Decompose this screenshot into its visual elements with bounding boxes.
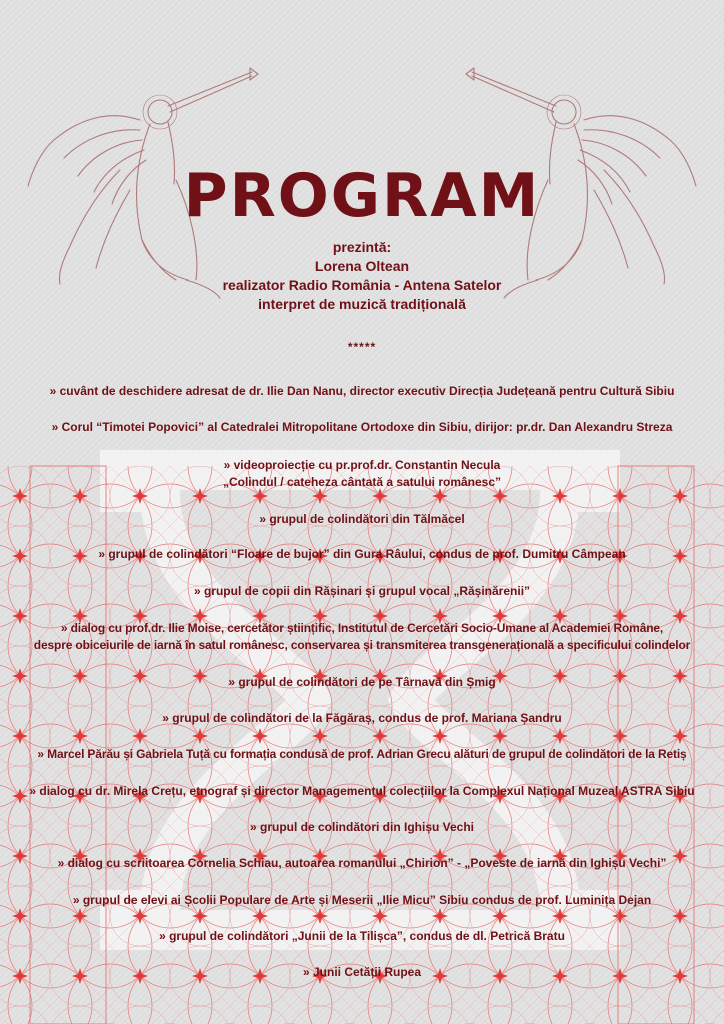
program-item bbox=[0, 511, 724, 528]
program-item-text: » grupul de colindători „Junii de la Tilișca”, condus de dl. Petrică Bratu bbox=[159, 929, 565, 943]
program-item-text: » videoproiecție cu pr.prof.dr. Constantin Necula bbox=[223, 458, 501, 472]
program-item-text: » grupul de colindători de la Făgăraș, condus de prof. Mariana Șandru bbox=[162, 711, 562, 725]
program-item bbox=[0, 546, 724, 563]
program-item-text-cont: despre obiceiurile de iarnă în satul românesc, conservarea și transmiterea transgenerațională a specificului colindelor bbox=[33, 638, 691, 652]
program-item-text: » grupul de copii din Rășinari și grupul vocal „Rășinărenii” bbox=[193, 584, 531, 598]
program-item-text: » grupul de colindători din Ighișu Vechi bbox=[249, 820, 475, 834]
presenter-role-2: interpret de muzică tradițională bbox=[258, 296, 466, 312]
program-item-text: » Corul “Timotei Popovici” al Catedralei Mitropolitane Ortodoxe din Sibiu, dirijor: pr.dr. Dan Alexandru Streza bbox=[51, 420, 673, 434]
program-item bbox=[0, 819, 724, 836]
program-item-text: » cuvânt de deschidere adresat de dr. Ilie Dan Nanu, director executiv Direcția Județeană pentru Cultură Sibiu bbox=[49, 384, 675, 398]
program-item bbox=[0, 964, 724, 981]
program-item-text: » grupul de colindători de pe Târnavă din Șmig bbox=[228, 675, 496, 689]
program-item-text: » dialog cu scriitoarea Cornelia Schiau, autoarea romanului „Chirion” - „Poveste de iarnă din Ighișu Vechi” bbox=[57, 856, 667, 870]
program-item-subtitle: „Colindul / cateheza cântată a satului românesc” bbox=[222, 475, 502, 489]
presenter-name: Lorena Oltean bbox=[314, 258, 410, 274]
presenter-block bbox=[0, 238, 724, 314]
program-item-text: » dialog cu dr. Mirela Crețu, etnograf și director Managementul colecțiilor la Complexul Național Muzeal ASTRA Sibiu bbox=[29, 784, 695, 798]
program-item-text: » grupul de colindători “Floare de bujor” din Gura Râului, condus de prof. Dumitru Câmpean bbox=[98, 547, 626, 561]
program-item bbox=[0, 746, 724, 763]
program-item bbox=[0, 457, 724, 491]
program-item bbox=[0, 620, 724, 654]
program-item bbox=[0, 383, 724, 400]
program-item bbox=[0, 674, 724, 691]
program-item-text: » dialog cu prof.dr. Ilie Moise, cercetător științific, Institutul de Cercetări Socio-Umane al Academiei Române, bbox=[60, 621, 664, 635]
program-item bbox=[0, 710, 724, 727]
program-item bbox=[0, 928, 724, 945]
presenter-role: realizator Radio România - Antena Satelor bbox=[222, 277, 502, 293]
program-item bbox=[0, 783, 724, 800]
presenter-intro: prezintă: bbox=[332, 239, 392, 255]
program-item-text: » grupul de colindători din Tălmăcel bbox=[259, 512, 465, 526]
separator: ***** bbox=[347, 340, 377, 354]
program-item bbox=[0, 583, 724, 600]
program-item bbox=[0, 892, 724, 909]
program-item bbox=[0, 419, 724, 436]
program-item bbox=[0, 855, 724, 872]
program-item-text: » Marcel Părău și Gabriela Tuță cu formația condusă de prof. Adrian Grecu alături de grupul de colindători de la Retiș bbox=[37, 747, 687, 761]
program-item-text: » grupul de elevi ai Școlii Populare de Arte și Meserii „Ilie Micu” Sibiu condus de prof. Luminița Dejan bbox=[72, 893, 652, 907]
program-item-text: » Junii Cetății Rupea bbox=[302, 965, 422, 979]
page-title: PROGRAM bbox=[183, 161, 541, 231]
